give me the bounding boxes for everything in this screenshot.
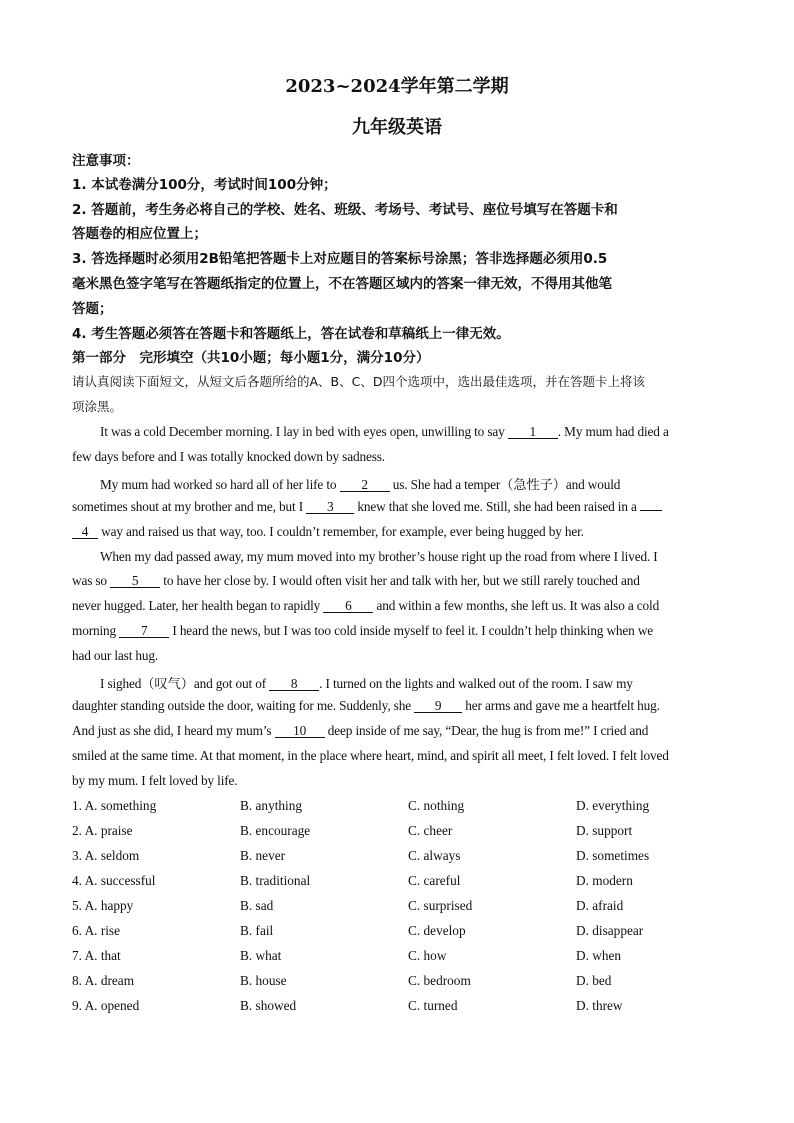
option-c[interactable]: C. nothing	[408, 798, 465, 813]
note-2-line-1: 2. 答题前，考生务必将自己的学校、姓名、班级、考场号、考试号、座位号填写在答题卡和	[72, 202, 618, 218]
passage-line: by my mum. I felt loved by life.	[72, 773, 238, 788]
option-b[interactable]: B. sad	[240, 898, 274, 913]
option-a[interactable]: 3. A. seldom	[72, 848, 140, 863]
notes-heading: 注意事项：	[72, 153, 140, 169]
passage-line: morning 7 I heard the news, but I was too cold inside myself to feel it. I couldn’t help thinking when we	[72, 623, 654, 638]
option-b[interactable]: B. showed	[240, 998, 297, 1013]
option-d[interactable]: D. disappear	[576, 923, 644, 938]
option-c[interactable]: C. bedroom	[408, 973, 471, 988]
option-b[interactable]: B. house	[240, 973, 287, 988]
option-d[interactable]: D. afraid	[576, 898, 624, 913]
section-instruction-line-1: 请认真阅读下面短文，从短文后各题所给的A、B、C、D四个选项中，选出最佳选项，并在答题卡上将该	[72, 374, 645, 389]
option-a[interactable]: 8. A. dream	[72, 973, 135, 988]
option-a[interactable]: 2. A. praise	[72, 823, 133, 838]
blank-7: 7	[119, 624, 169, 638]
blank-9: 9	[414, 699, 462, 713]
passage-line: It was a cold December morning. I lay in bed with eyes open, unwilling to say 1 . My mum had died a	[100, 424, 669, 439]
option-d[interactable]: D. everything	[576, 798, 650, 813]
blank-2: 2	[340, 478, 390, 492]
blank-1: 1	[508, 425, 558, 439]
option-c[interactable]: C. develop	[408, 923, 466, 938]
option-d[interactable]: D. support	[576, 823, 633, 838]
passage-line: When my dad passed away, my mum moved into my brother’s house right up the road from where I lived. I	[100, 549, 658, 564]
passage-line: sometimes shout at my brother and me, but I 3 knew that she loved me. Still, she had been raised in a	[72, 499, 662, 515]
option-a[interactable]: 5. A. happy	[72, 898, 134, 913]
blank-8: 8	[269, 677, 319, 691]
option-b[interactable]: B. encourage	[240, 823, 311, 838]
note-3-line-2: 毫米黑色签字笔写在答题纸指定的位置上，不在答题区域内的答案一律无效，不得用其他笔	[72, 276, 612, 292]
option-d[interactable]: D. threw	[576, 998, 623, 1013]
exam-subtitle: 九年级英语	[352, 117, 442, 138]
option-a[interactable]: 6. A. rise	[72, 923, 121, 938]
option-b[interactable]: B. anything	[240, 798, 303, 813]
note-4: 4. 考生答题必须答在答题卡和答题纸上，答在试卷和草稿纸上一律无效。	[72, 326, 510, 342]
option-a[interactable]: 1. A. something	[72, 798, 157, 813]
note-3-line-3: 答题；	[72, 301, 113, 317]
passage-line: had our last hug.	[72, 648, 159, 663]
option-a[interactable]: 9. A. opened	[72, 998, 140, 1013]
note-1: 1. 本试卷满分100分，考试时间100分钟；	[72, 177, 337, 193]
option-b[interactable]: B. fail	[240, 923, 274, 938]
exam-title: 2023~2024学年第二学期	[285, 76, 509, 97]
option-d[interactable]: D. modern	[576, 873, 633, 888]
option-d[interactable]: D. when	[576, 948, 622, 963]
option-a[interactable]: 7. A. that	[72, 948, 121, 963]
blank-5: 5	[110, 574, 160, 588]
passage-line: was so 5 to have her close by. I would often visit her and talk with her, but we still rarely touched and	[72, 573, 640, 588]
option-c[interactable]: C. careful	[408, 873, 461, 888]
passage-line: never hugged. Later, her health began to rapidly 6 and within a few months, she left us. It was also a cold	[72, 598, 660, 613]
option-b[interactable]: B. never	[240, 848, 286, 863]
option-c[interactable]: C. how	[408, 948, 447, 963]
option-d[interactable]: D. sometimes	[576, 848, 650, 863]
blank-4: 4	[72, 525, 98, 539]
passage-line: And just as she did, I heard my mum’s 10 deep inside of me say, “Dear, the hug is from me!” I cried and	[72, 723, 649, 738]
option-b[interactable]: B. traditional	[240, 873, 311, 888]
blank-10: 10	[275, 724, 325, 738]
option-b[interactable]: B. what	[240, 948, 282, 963]
passage-line: daughter standing outside the door, waiting for me. Suddenly, she 9 her arms and gave me a heartfelt hug.	[72, 698, 660, 713]
blank-4-start	[640, 510, 662, 511]
passage-line: smiled at the same time. At that moment, in the place where heart, mind, and spirit all meet, I felt loved. I felt loved	[72, 748, 669, 763]
section-instruction-line-2: 项涂黑。	[72, 399, 123, 414]
option-a[interactable]: 4. A. successful	[72, 873, 156, 888]
passage-line: few days before and I was totally knocked down by sadness.	[72, 449, 385, 464]
option-c[interactable]: C. surprised	[408, 898, 473, 913]
option-d[interactable]: D. bed	[576, 973, 612, 988]
passage-line: My mum had worked so hard all of her life to 2 us. She had a temper（急性子）and would	[100, 477, 621, 492]
note-3-line-1: 3. 答选择题时必须用2B铅笔把答题卡上对应题目的答案标号涂黑；答非选择题必须用0.5	[72, 251, 608, 267]
passage-line: 4 way and raised us that way, too. I couldn’t remember, for example, ever being hugged by her.	[72, 524, 584, 540]
option-c[interactable]: C. cheer	[408, 823, 453, 838]
section-heading: 第一部分 完形填空（共10小题；每小题1分，满分10分）	[72, 350, 430, 366]
option-c[interactable]: C. always	[408, 848, 461, 863]
blank-6: 6	[323, 599, 373, 613]
blank-3: 3	[306, 500, 354, 514]
note-2-line-2: 答题卷的相应位置上；	[72, 226, 207, 242]
passage-line: I sighed（叹气）and got out of 8 . I turned on the lights and walked out of the room. I saw my	[100, 676, 633, 691]
option-c[interactable]: C. turned	[408, 998, 458, 1013]
